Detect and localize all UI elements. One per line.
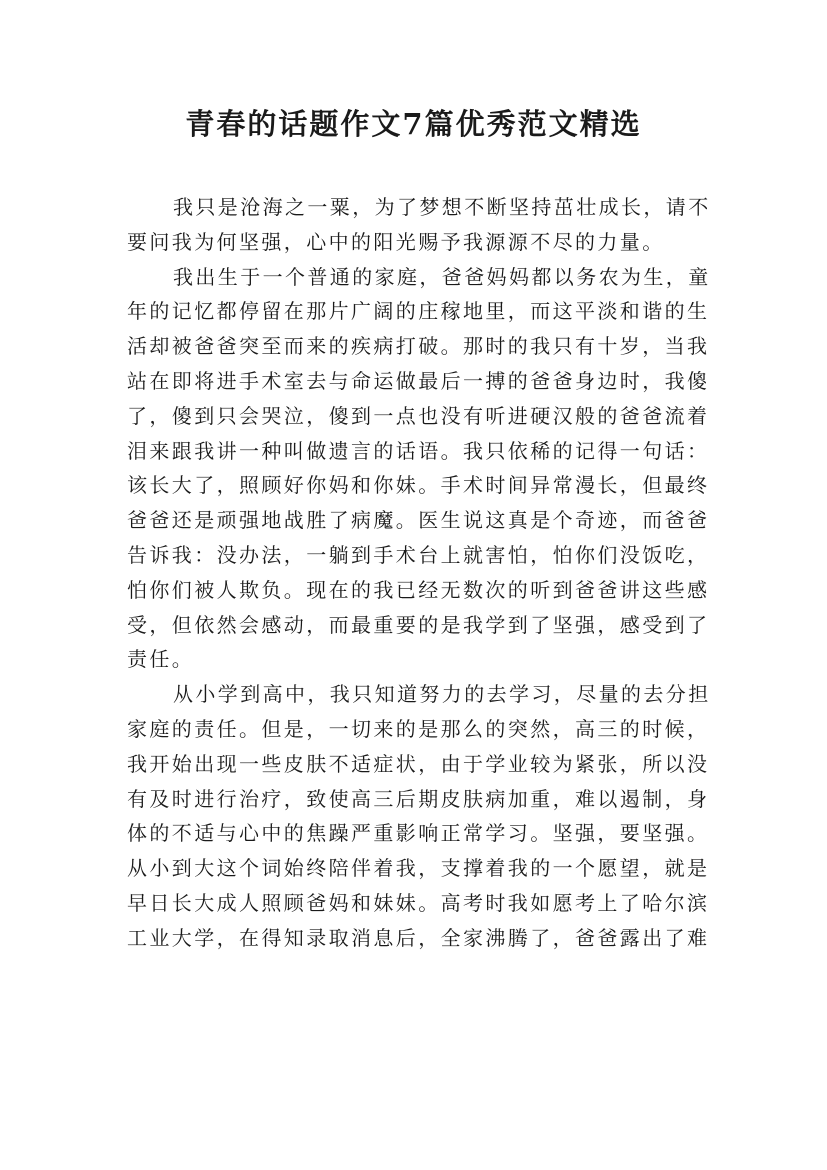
document-title: 青春的话题作文7篇优秀范文精选 bbox=[185, 107, 642, 141]
paragraph-line: 我出生于一个普通的家庭，爸爸妈妈都以务农为生，童 bbox=[173, 264, 711, 289]
paragraph-line: 年的记忆都停留在那片广阔的庄稼地里，而这平淡和谐的生 bbox=[127, 299, 710, 324]
paragraph-line: 我开始出现一些皮肤不适症状，由于学业较为紧张，所以没 bbox=[127, 751, 710, 776]
paragraph-line: 我只是沧海之一粟，为了梦想不断坚持茁壮成长，请不 bbox=[173, 195, 711, 219]
paragraph-line: 要问我为何坚强，心中的阳光赐予我源源不尽的力量。 bbox=[127, 229, 665, 254]
paragraph-line: 泪来跟我讲一种叫做遗言的话语。我只依稀的记得一句话： bbox=[127, 438, 710, 463]
paragraph-line: 责任。 bbox=[127, 647, 195, 672]
paragraph-line: 体的不适与心中的焦躁严重影响正常学习。坚强，要坚强。 bbox=[127, 821, 710, 846]
paragraph-line: 家庭的责任。但是，一切来的是那么的突然，高三的时候， bbox=[127, 716, 710, 741]
paragraph-line: 告诉我：没办法，一躺到手术台上就害怕，怕你们没饭吃， bbox=[127, 542, 710, 567]
paragraph-line: 站在即将进手术室去与命运做最后一搏的爸爸身边时，我傻 bbox=[127, 368, 710, 393]
paragraph-line: 受，但依然会感动，而最重要的是我学到了坚强，感受到了 bbox=[127, 612, 710, 637]
paragraph-line: 从小到大这个词始终陪伴着我，支撑着我的一个愿望，就是 bbox=[127, 856, 710, 881]
paragraph-line: 了，傻到只会哭泣，傻到一点也没有听进硬汉般的爸爸流着 bbox=[127, 403, 710, 428]
document-body bbox=[127, 190, 711, 956]
paragraph-line: 活却被爸爸突至而来的疾病打破。那时的我只有十岁，当我 bbox=[127, 334, 710, 359]
paragraph-line: 从小学到高中，我只知道努力的去学习，尽量的去分担 bbox=[173, 682, 711, 707]
paragraph-line: 早日长大成人照顾爸妈和妹妹。高考时我如愿考上了哈尔滨 bbox=[127, 890, 710, 915]
paragraph-line: 该长大了，照顾好你妈和你妹。手术时间异常漫长，但最终 bbox=[127, 473, 710, 498]
paragraph-line: 工业大学，在得知录取消息后，全家沸腾了，爸爸露出了难 bbox=[127, 925, 710, 950]
paragraph-line: 有及时进行治疗，致使高三后期皮肤病加重，难以遏制，身 bbox=[127, 786, 710, 811]
paragraph-line: 爸爸还是顽强地战胜了病魔。医生说这真是个奇迹，而爸爸 bbox=[127, 508, 710, 533]
paragraph-line: 怕你们被人欺负。现在的我已经无数次的听到爸爸讲这些感 bbox=[127, 577, 710, 602]
